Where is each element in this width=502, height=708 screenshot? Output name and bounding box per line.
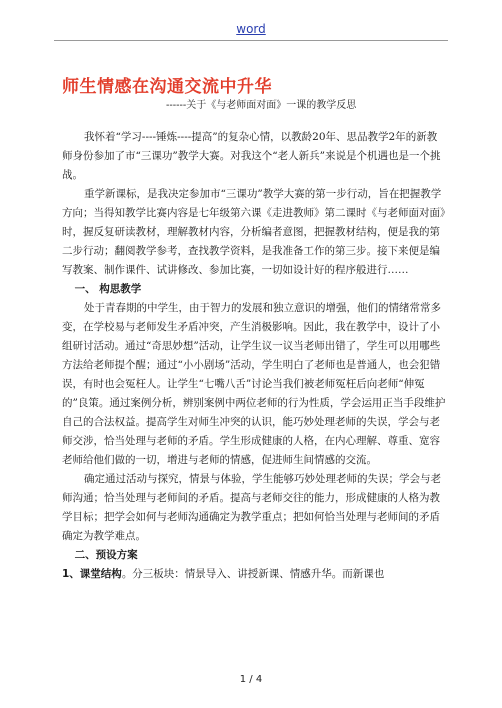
document-body [62,128,447,584]
header-word-label: word [236,22,266,36]
section-heading-2: 二、预设方案 [74,549,138,561]
section-heading-1: 一、 构思教学 [74,283,142,295]
paragraph-teaching-design: 处于青春期的中学生，由于智力的发展和独立意识的增强，他们的情绪常常多变，在学校易与老师发生矛盾冲突，产生消极影响。因此，我在教学中，设计了小组研讨活动。通过“奇思妙想”活动，让学生议一议当老师出错了，学生可以用哪些方法给老师提个醒；通过“小小剧场”活动，学生明白了老师也是普通人，也会犯错误，有时也会冤枉人。让学生“七嘴八舌”讨论当我们被老师冤枉后向老师“伸冤的”良策。通过案例分析，辨别案例中两位老师的行为性质，学会运用正当手段维护自己的合法权益。提高学生对师生冲突的认识，能巧妙处理老师的失误，学会与老师交涉，恰当处理与老师的矛盾。学生形成健康的人格，在内心理解、尊重、宽容老师给他们做的一切，增进与老师的情感，促进师生间情感的交流。 [62,302,446,466]
paragraph-teaching-goals: 确定通过活动与探究，情景与体验，学生能够巧妙处理老师的失误；学会与老师沟通；恰当处理与老师间的矛盾。提高与老师交往的能力，形成健康的人格为教学目标；把学会如何与老师沟通确定为教学重点；把如何恰当处理与老师间的矛盾确定为教学难点。 [62,473,442,542]
paragraph-intro: 我怀着“学习----锤炼----提高”的复杂心情，以教龄20年、思品教学2年的新教师身份参加了市“三课功”教学大赛。对我这个“老人新兵”来说是个机遇也是一个挑战。 [62,131,441,181]
paragraph-preparation: 重学新课标，是我决定参加市“三课功”教学大赛的第一步行动，旨在把握教学方向；当得知教学比赛内容是七年级第六课《走进教师》第二课时《与老师面对面》时，握反复研读教材，理解教材内容，分析编者意图，把握教材结构，便是我的第二步行动；翻阅教学参考，查找教学资料，是我准备工作的第三步。接下来便是编写教案、制作课件、试讲修改、参加比赛，一切如设计好的程序般进行…… [62,188,446,276]
header-divider [54,40,448,41]
document-title: 师生情感在沟通交流中升华 [62,77,272,97]
document-subtitle: ------关于《与老师面对面》一课的教学反思 [166,100,357,111]
class-structure-label: 1、课堂结构 [62,568,122,580]
paragraph-class-structure [62,565,447,584]
page-number: 1 / 4 [239,674,263,685]
class-structure-text: 。分三板块：情景导入、讲授新课、情感升华。而新课也 [121,568,385,580]
